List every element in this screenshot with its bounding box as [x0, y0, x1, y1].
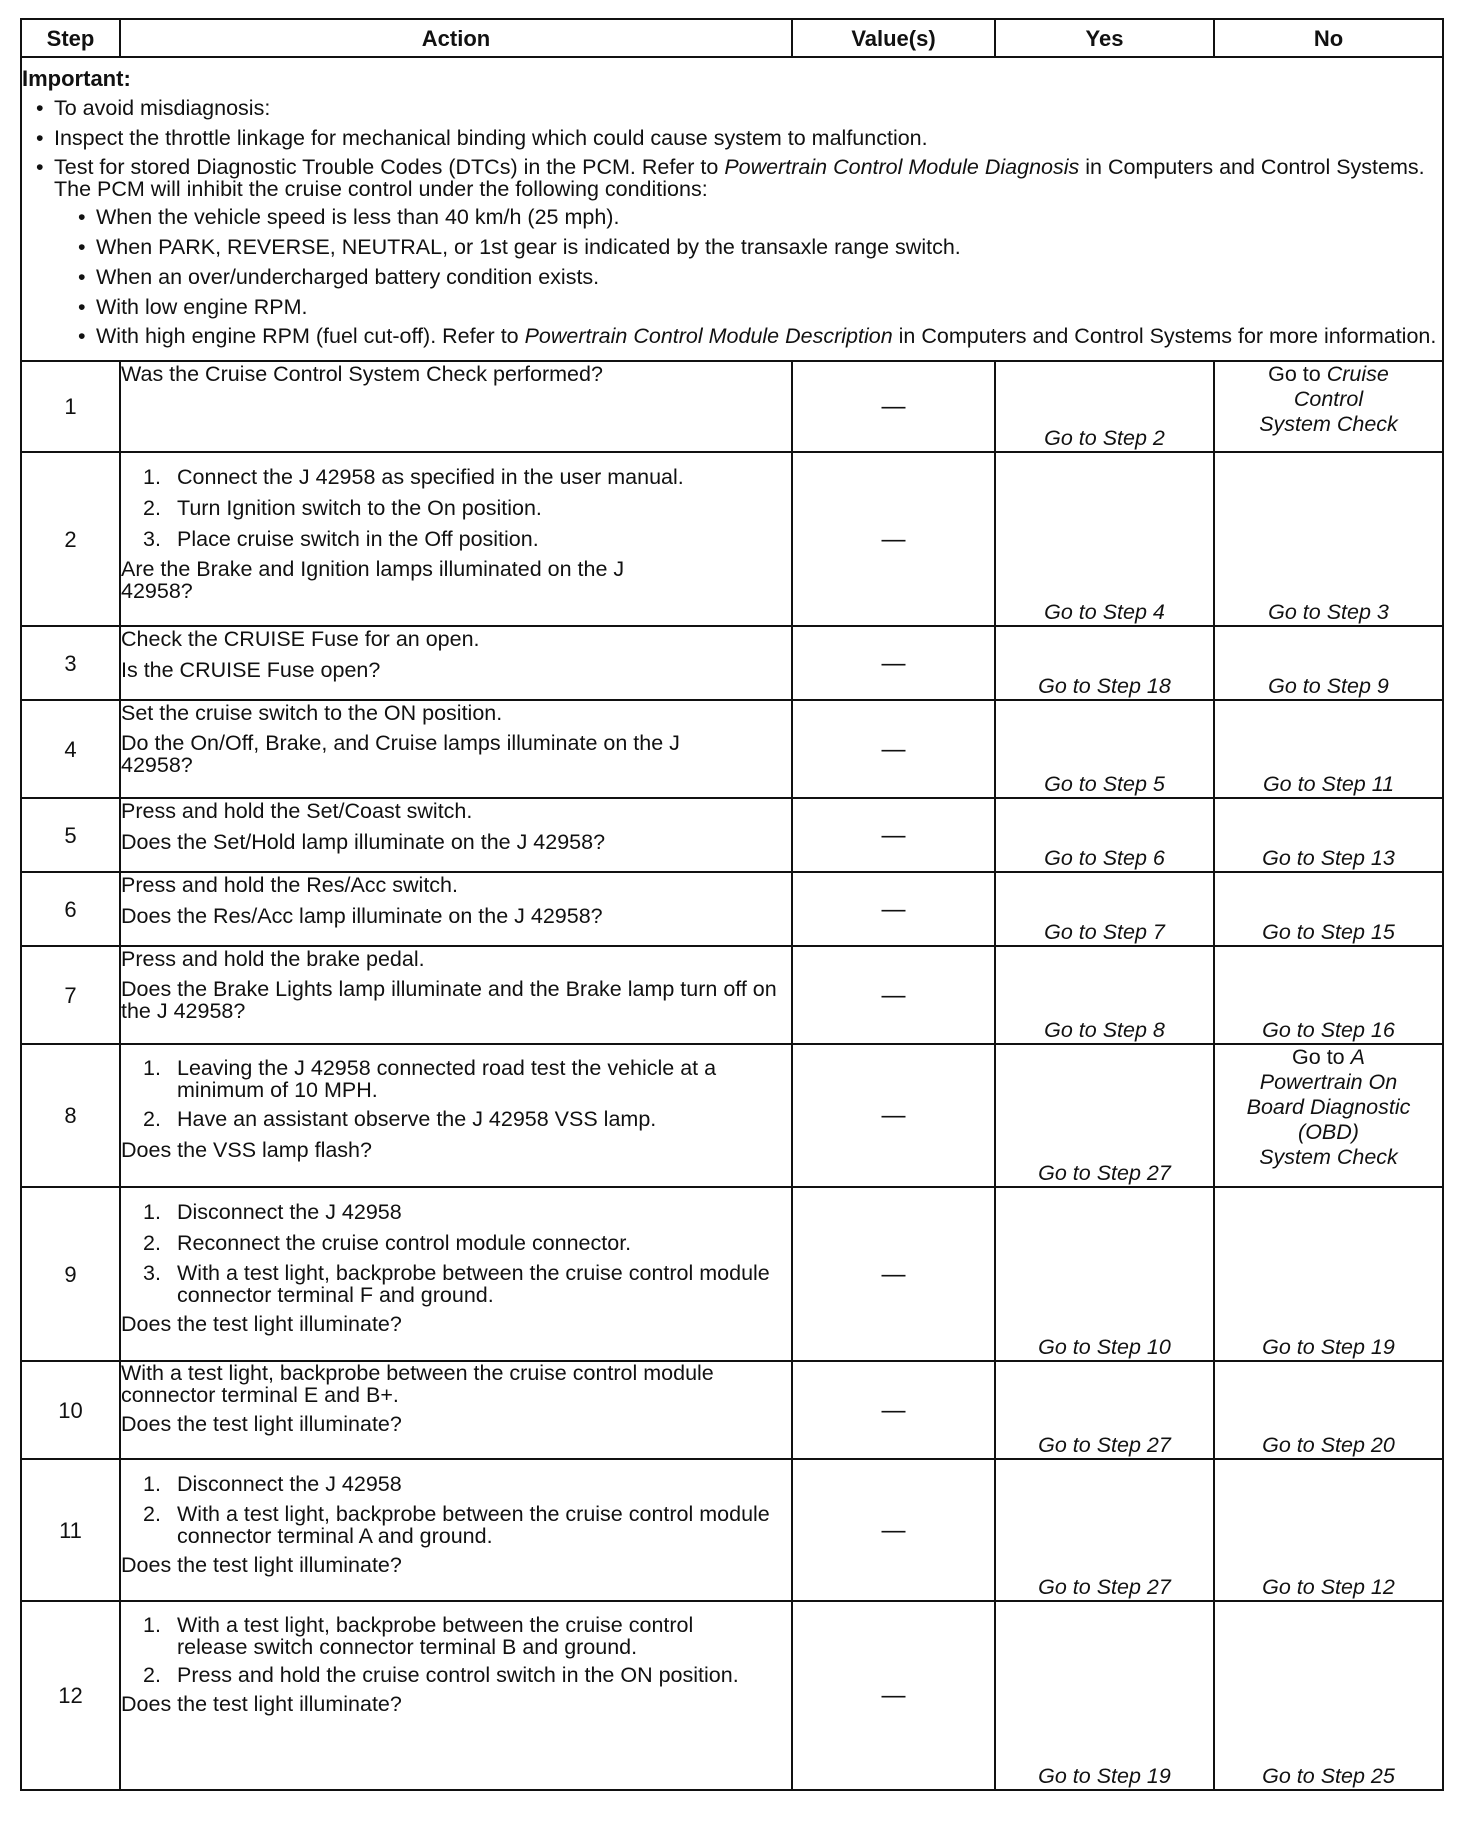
no-text: System Check [1259, 412, 1398, 436]
yes-cell: Go to Step 18 [995, 626, 1214, 700]
question-text: Does the test light illuminate? [121, 1553, 402, 1577]
no-cell: Go to Step 11 [1214, 700, 1443, 798]
step-number: 1 [21, 361, 120, 452]
bullet-text: Inspect the throttle linkage for mechanical binding which could cause system to malfunction. [54, 126, 928, 150]
value-cell: — [792, 361, 995, 452]
bullet-text: When PARK, REVERSE, NEUTRAL, or 1st gear is indicated by the transaxle range switch. [96, 235, 961, 259]
item-number: 1. [143, 1200, 161, 1224]
yes-cell: Go to Step 8 [995, 946, 1214, 1044]
yes-cell: Go to Step 6 [995, 798, 1214, 872]
bullet-text: With low engine RPM. [96, 295, 308, 319]
item-number: 1. [143, 465, 161, 489]
condition-bullet [64, 325, 1442, 347]
no-cell: Go to Step 19 [1214, 1187, 1443, 1361]
question-text: Was the Cruise Control System Check performed? [121, 362, 603, 386]
item-text: Leaving the J 42958 connected road test the vehicle at a minimum of 10 MPH. [177, 1056, 717, 1102]
step-number: 5 [21, 798, 120, 872]
action-cell [120, 626, 792, 700]
item-number: 2. [143, 1663, 161, 1687]
no-cell: Go to Step 13 [1214, 798, 1443, 872]
action-cell [120, 1044, 792, 1187]
step-number: 4 [21, 700, 120, 798]
numbered-item [121, 1200, 791, 1225]
question-text: Does the Set/Hold lamp illuminate on the J 42958? [121, 830, 606, 854]
important-bullet [22, 96, 1442, 121]
bullet-text: in Computers and Control Systems. The PCM will inhibit the cruise control under the following conditions: [54, 155, 1425, 201]
no-text: System Check [1259, 1145, 1398, 1169]
yes-cell: Go to Step 19 [995, 1601, 1214, 1790]
numbered-item [121, 1664, 791, 1686]
condition-bullet [64, 295, 1442, 320]
action-cell [120, 1361, 792, 1459]
yes-cell: Go to Step 10 [995, 1187, 1214, 1361]
table-row [21, 798, 1443, 872]
item-number: 2. [143, 1502, 161, 1526]
item-number: 1. [143, 1472, 161, 1496]
important-bullet [22, 156, 1442, 200]
reference-link-text: Powertrain Control Module Description [524, 324, 893, 348]
reference-link-text: Powertrain Control Module Diagnosis [724, 155, 1080, 179]
question-text: Does the Res/Acc lamp illuminate on the J 42958? [121, 904, 603, 928]
item-text: With a test light, backprobe between the cruise control release switch connector terminal B and ground. [177, 1613, 694, 1659]
question-text: Are the Brake and Ignition lamps illuminated on the J 42958? [121, 557, 625, 603]
value-cell: — [792, 946, 995, 1044]
bullet-text: To avoid misdiagnosis: [54, 96, 271, 120]
step-number: 6 [21, 872, 120, 946]
step-number: 8 [21, 1044, 120, 1187]
question-text: Is the CRUISE Fuse open? [121, 658, 381, 682]
no-cell: Go to Step 3 [1214, 452, 1443, 626]
numbered-item [121, 1107, 791, 1132]
bullet-text: in Computers and Control Systems for more information. [892, 324, 1437, 348]
item-text: Press and hold the cruise control switch in the ON position. [177, 1663, 739, 1687]
no-text: (OBD) [1298, 1120, 1359, 1144]
step-number: 10 [21, 1361, 120, 1459]
item-text: With a test light, backprobe between the cruise control module connector terminal F and ground. [177, 1261, 770, 1307]
value-cell: — [792, 1044, 995, 1187]
value-cell: — [792, 452, 995, 626]
numbered-item [121, 1262, 791, 1306]
step-number: 7 [21, 946, 120, 1044]
yes-cell: Go to Step 7 [995, 872, 1214, 946]
numbered-item [121, 1503, 791, 1547]
step-number: 2 [21, 452, 120, 626]
no-cell: Go to Step 25 [1214, 1601, 1443, 1790]
item-text: Place cruise switch in the Off position. [177, 527, 539, 551]
no-cell: Go to Step 9 [1214, 626, 1443, 700]
yes-cell: Go to Step 27 [995, 1044, 1214, 1187]
header-no: No [1214, 19, 1443, 57]
action-text: Set the cruise switch to the ON position. [121, 701, 503, 725]
value-cell: — [792, 1601, 995, 1790]
value-cell: — [792, 1361, 995, 1459]
important-bullet [22, 126, 1442, 151]
table-row [21, 452, 1443, 626]
item-number: 2. [143, 496, 161, 520]
question-text: Does the test light illuminate? [121, 1412, 402, 1436]
no-cell [1214, 361, 1443, 452]
value-cell: — [792, 1459, 995, 1601]
action-text: Check the CRUISE Fuse for an open. [121, 627, 480, 651]
step-number: 12 [21, 1601, 120, 1790]
action-cell [120, 946, 792, 1044]
yes-cell: Go to Step 5 [995, 700, 1214, 798]
item-text: Connect the J 42958 as specified in the user manual. [177, 465, 684, 489]
question-text: Does the test light illuminate? [121, 1312, 402, 1336]
numbered-item [121, 496, 791, 521]
table-row [21, 1459, 1443, 1601]
item-number: 2. [143, 1231, 161, 1255]
value-cell: — [792, 872, 995, 946]
action-cell [120, 700, 792, 798]
bullet-text: When the vehicle speed is less than 40 km/h (25 mph). [96, 205, 620, 229]
header-step: Step [21, 19, 120, 57]
table-row [21, 1044, 1443, 1187]
table-row [21, 361, 1443, 452]
important-title: Important: [22, 66, 131, 91]
no-text: Go to [1292, 1045, 1351, 1069]
no-text: Control [1293, 387, 1364, 411]
item-number: 3. [143, 1261, 161, 1285]
action-text: Press and hold the Set/Coast switch. [121, 799, 473, 823]
condition-bullet [64, 235, 1442, 260]
question-text: Do the On/Off, Brake, and Cruise lamps illuminate on the J 42958? [121, 731, 680, 777]
no-text: Board Diagnostic [1246, 1095, 1411, 1119]
no-cell [1214, 1044, 1443, 1187]
item-number: 1. [143, 1056, 161, 1080]
item-number: 3. [143, 527, 161, 551]
no-text: Cruise [1326, 362, 1389, 386]
bullet-text: With high engine RPM (fuel cut-off). Refer to [96, 324, 525, 348]
no-text: A [1350, 1045, 1365, 1069]
item-text: With a test light, backprobe between the cruise control module connector terminal A and ground. [177, 1502, 770, 1548]
question-text: Does the Brake Lights lamp illuminate and the Brake lamp turn off on the J 42958? [121, 977, 777, 1023]
value-cell: — [792, 626, 995, 700]
step-number: 9 [21, 1187, 120, 1361]
action-cell [120, 361, 792, 452]
item-number: 1. [143, 1613, 161, 1637]
numbered-item [121, 527, 791, 552]
item-text: Reconnect the cruise control module connector. [177, 1231, 632, 1255]
table-row [21, 1187, 1443, 1361]
table-row [21, 872, 1443, 946]
important-row [21, 57, 1443, 361]
action-cell [120, 1459, 792, 1601]
question-text: Does the VSS lamp flash? [121, 1138, 372, 1162]
table-row [21, 700, 1443, 798]
numbered-item [121, 465, 791, 490]
action-text: Press and hold the brake pedal. [121, 947, 425, 971]
table-row [21, 626, 1443, 700]
header-values: Value(s) [792, 19, 995, 57]
no-cell: Go to Step 15 [1214, 872, 1443, 946]
value-cell: — [792, 700, 995, 798]
step-number: 3 [21, 626, 120, 700]
value-cell: — [792, 1187, 995, 1361]
action-cell [120, 798, 792, 872]
no-cell: Go to Step 16 [1214, 946, 1443, 1044]
important-notes [21, 57, 1443, 361]
item-text: Disconnect the J 42958 [177, 1472, 402, 1496]
bullet-text: Test for stored Diagnostic Trouble Codes (DTCs) in the PCM. Refer to [54, 155, 725, 179]
bullet-text: When an over/undercharged battery condition exists. [96, 265, 600, 289]
numbered-item [121, 1057, 791, 1101]
header-yes: Yes [995, 19, 1214, 57]
condition-bullet [64, 265, 1442, 290]
table-row [21, 1601, 1443, 1790]
condition-bullet [64, 205, 1442, 230]
table-row [21, 1361, 1443, 1459]
value-cell: — [792, 798, 995, 872]
diagnostic-table [20, 18, 1444, 1791]
table-row [21, 946, 1443, 1044]
numbered-item [121, 1614, 791, 1658]
question-text: Does the test light illuminate? [121, 1692, 402, 1716]
header-action: Action [120, 19, 792, 57]
action-cell [120, 872, 792, 946]
yes-cell: Go to Step 4 [995, 452, 1214, 626]
no-text: Powertrain On [1259, 1070, 1398, 1094]
item-text: Turn Ignition switch to the On position. [177, 496, 542, 520]
no-cell: Go to Step 20 [1214, 1361, 1443, 1459]
item-number: 2. [143, 1107, 161, 1131]
action-cell [120, 452, 792, 626]
action-cell [120, 1187, 792, 1361]
yes-cell: Go to Step 27 [995, 1361, 1214, 1459]
header-row [21, 19, 1443, 57]
action-text: Press and hold the Res/Acc switch. [121, 873, 458, 897]
numbered-item [121, 1231, 791, 1256]
no-text: Go to [1268, 362, 1327, 386]
numbered-item [121, 1472, 791, 1497]
item-text: Have an assistant observe the J 42958 VSS lamp. [177, 1107, 657, 1131]
step-number: 11 [21, 1459, 120, 1601]
item-text: Disconnect the J 42958 [177, 1200, 402, 1224]
action-text: With a test light, backprobe between the cruise control module connector terminal E and B+. [121, 1361, 714, 1407]
yes-cell: Go to Step 27 [995, 1459, 1214, 1601]
yes-cell: Go to Step 2 [995, 361, 1214, 452]
action-cell [120, 1601, 792, 1790]
no-cell: Go to Step 12 [1214, 1459, 1443, 1601]
